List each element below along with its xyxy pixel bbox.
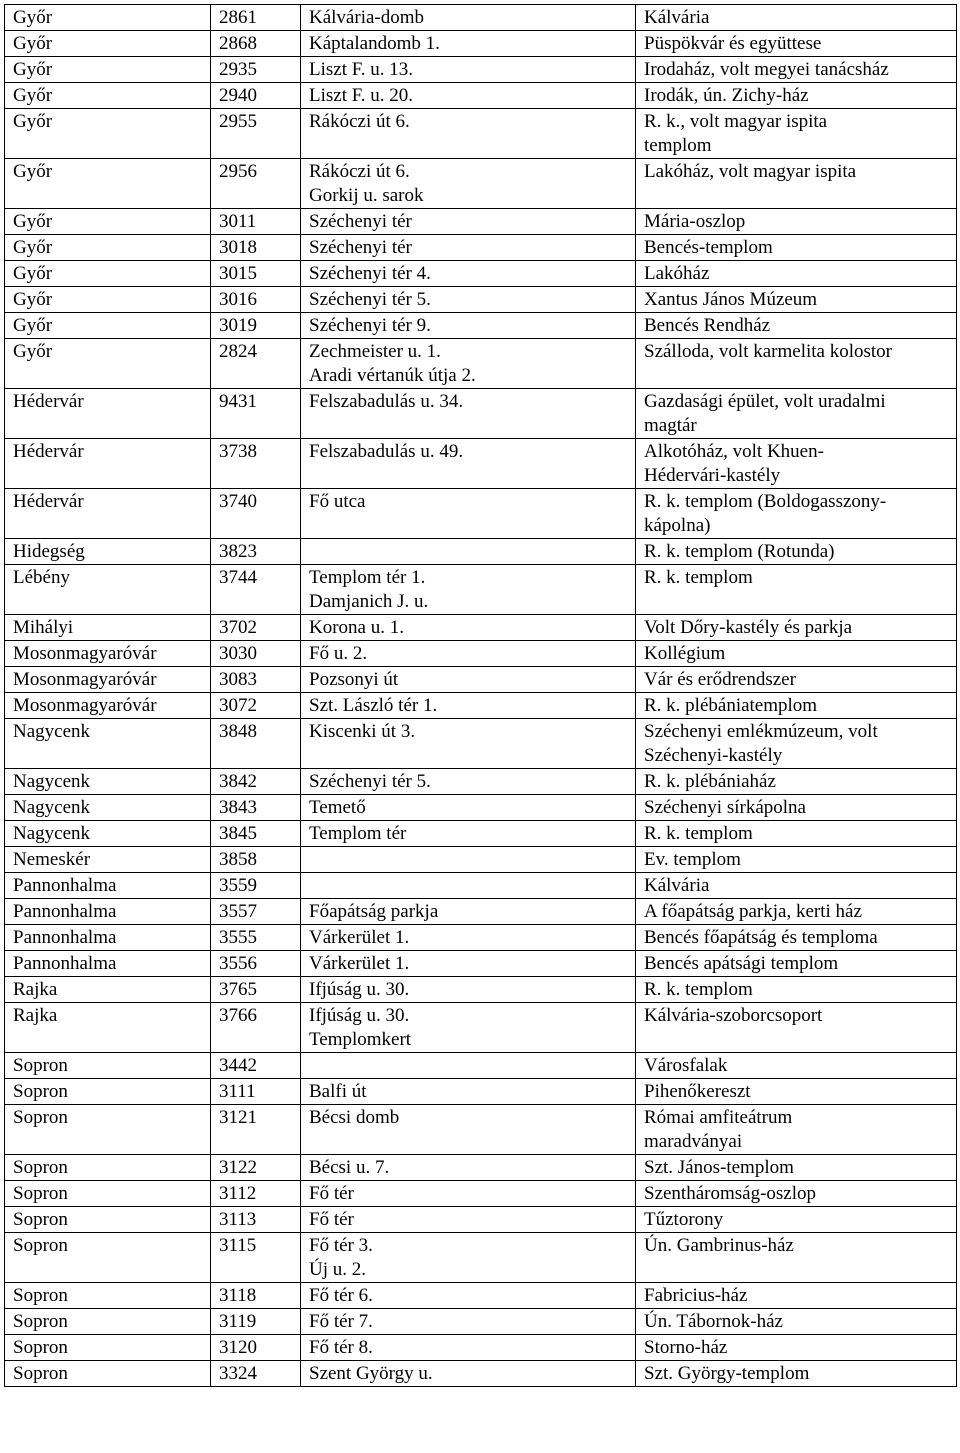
id-number-cell: 2861	[211, 5, 301, 31]
address-cell: Ifjúság u. 30. Templomkert	[301, 1003, 636, 1053]
address-cell: Zechmeister u. 1. Aradi vértanúk útja 2.	[301, 339, 636, 389]
settlement-cell: Hédervár	[5, 489, 211, 539]
table-row	[5, 693, 957, 719]
monument-name-cell: Pihenőkereszt	[636, 1079, 957, 1105]
settlement-cell: Mihályi	[5, 615, 211, 641]
monument-name-cell: Ún. Tábornok-ház	[636, 1309, 957, 1335]
settlement-cell: Győr	[5, 57, 211, 83]
settlement-cell: Sopron	[5, 1181, 211, 1207]
settlement-cell: Sopron	[5, 1233, 211, 1283]
settlement-cell: Győr	[5, 209, 211, 235]
settlement-cell: Sopron	[5, 1335, 211, 1361]
table-row	[5, 719, 957, 769]
table-row	[5, 899, 957, 925]
address-cell: Szent György u.	[301, 1361, 636, 1387]
settlement-cell: Hidegség	[5, 539, 211, 565]
table-row	[5, 821, 957, 847]
id-number-cell: 3030	[211, 641, 301, 667]
address-cell: Rákóczi út 6.	[301, 109, 636, 159]
table-row	[5, 261, 957, 287]
address-cell: Fő tér 7.	[301, 1309, 636, 1335]
id-number-cell: 3848	[211, 719, 301, 769]
address-cell	[301, 873, 636, 899]
settlement-cell: Mosonmagyaróvár	[5, 641, 211, 667]
table-row	[5, 1181, 957, 1207]
monument-name-cell: Kálvária	[636, 5, 957, 31]
address-cell: Temető	[301, 795, 636, 821]
settlement-cell: Rajka	[5, 1003, 211, 1053]
table-row	[5, 873, 957, 899]
table-row	[5, 1079, 957, 1105]
table-row	[5, 925, 957, 951]
id-number-cell: 3112	[211, 1181, 301, 1207]
address-cell: Rákóczi út 6. Gorkij u. sarok	[301, 159, 636, 209]
address-cell: Káptalandomb 1.	[301, 31, 636, 57]
settlement-cell: Nagycenk	[5, 769, 211, 795]
id-number-cell: 2940	[211, 83, 301, 109]
settlement-cell: Győr	[5, 83, 211, 109]
settlement-cell: Mosonmagyaróvár	[5, 693, 211, 719]
table-row	[5, 1155, 957, 1181]
settlement-cell: Hédervár	[5, 439, 211, 489]
settlement-cell: Győr	[5, 159, 211, 209]
monument-name-cell: Szentháromság-oszlop	[636, 1181, 957, 1207]
address-cell: Bécsi u. 7.	[301, 1155, 636, 1181]
monument-name-cell: Bencés apátsági templom	[636, 951, 957, 977]
address-cell: Fő u. 2.	[301, 641, 636, 667]
monument-name-cell: Bencés főapátság és temploma	[636, 925, 957, 951]
table-row	[5, 287, 957, 313]
table-row	[5, 977, 957, 1003]
table-row	[5, 539, 957, 565]
table-row	[5, 565, 957, 615]
monument-name-cell: R. k. templom	[636, 565, 957, 615]
monument-table	[4, 4, 957, 1387]
address-cell: Fő tér	[301, 1181, 636, 1207]
table-row	[5, 31, 957, 57]
monument-name-cell: Széchenyi sírkápolna	[636, 795, 957, 821]
id-number-cell: 3018	[211, 235, 301, 261]
monument-name-cell: Kálvária-szoborcsoport	[636, 1003, 957, 1053]
address-cell: Bécsi domb	[301, 1105, 636, 1155]
settlement-cell: Pannonhalma	[5, 899, 211, 925]
settlement-cell: Nagycenk	[5, 719, 211, 769]
id-number-cell: 3559	[211, 873, 301, 899]
id-number-cell: 2868	[211, 31, 301, 57]
table-row	[5, 1335, 957, 1361]
monument-name-cell: Szt. János-templom	[636, 1155, 957, 1181]
settlement-cell: Győr	[5, 31, 211, 57]
settlement-cell: Lébény	[5, 565, 211, 615]
monument-name-cell: Kollégium	[636, 641, 957, 667]
id-number-cell: 3738	[211, 439, 301, 489]
settlement-cell: Győr	[5, 313, 211, 339]
address-cell: Templom tér	[301, 821, 636, 847]
monument-name-cell: Szt. György-templom	[636, 1361, 957, 1387]
settlement-cell: Sopron	[5, 1283, 211, 1309]
settlement-cell: Sopron	[5, 1309, 211, 1335]
table-row	[5, 1053, 957, 1079]
settlement-cell: Sopron	[5, 1155, 211, 1181]
settlement-cell: Pannonhalma	[5, 873, 211, 899]
table-row	[5, 615, 957, 641]
monument-name-cell: Xantus János Múzeum	[636, 287, 957, 313]
monument-name-cell: R. k. templom (Rotunda)	[636, 539, 957, 565]
monument-name-cell: Mária-oszlop	[636, 209, 957, 235]
settlement-cell: Győr	[5, 287, 211, 313]
address-cell: Széchenyi tér 4.	[301, 261, 636, 287]
address-cell	[301, 539, 636, 565]
settlement-cell: Győr	[5, 235, 211, 261]
address-cell: Széchenyi tér 9.	[301, 313, 636, 339]
monument-name-cell: Bencés Rendház	[636, 313, 957, 339]
settlement-cell: Rajka	[5, 977, 211, 1003]
id-number-cell: 3121	[211, 1105, 301, 1155]
address-cell: Templom tér 1. Damjanich J. u.	[301, 565, 636, 615]
monument-name-cell: R. k., volt magyar ispita templom	[636, 109, 957, 159]
table-row	[5, 489, 957, 539]
id-number-cell: 3557	[211, 899, 301, 925]
id-number-cell: 3744	[211, 565, 301, 615]
address-cell	[301, 1053, 636, 1079]
monument-name-cell: Kálvária	[636, 873, 957, 899]
table-row	[5, 1207, 957, 1233]
monument-name-cell: Irodák, ún. Zichy-ház	[636, 83, 957, 109]
address-cell: Korona u. 1.	[301, 615, 636, 641]
monument-name-cell: Szálloda, volt karmelita kolostor	[636, 339, 957, 389]
table-row	[5, 159, 957, 209]
address-cell: Fő tér	[301, 1207, 636, 1233]
address-cell: Pozsonyi út	[301, 667, 636, 693]
table-row	[5, 1361, 957, 1387]
table-row	[5, 109, 957, 159]
monument-name-cell: Püspökvár és együttese	[636, 31, 957, 57]
id-number-cell: 3019	[211, 313, 301, 339]
id-number-cell: 3119	[211, 1309, 301, 1335]
id-number-cell: 2955	[211, 109, 301, 159]
table-row	[5, 795, 957, 821]
table-row	[5, 1105, 957, 1155]
monument-name-cell: R. k. templom (Boldogasszony- kápolna)	[636, 489, 957, 539]
monument-name-cell: Gazdasági épület, volt uradalmi magtár	[636, 389, 957, 439]
settlement-cell: Győr	[5, 5, 211, 31]
id-number-cell: 3324	[211, 1361, 301, 1387]
address-cell: Szt. László tér 1.	[301, 693, 636, 719]
settlement-cell: Mosonmagyaróvár	[5, 667, 211, 693]
id-number-cell: 3740	[211, 489, 301, 539]
id-number-cell: 2935	[211, 57, 301, 83]
monument-name-cell: Irodaház, volt megyei tanácsház	[636, 57, 957, 83]
id-number-cell: 3120	[211, 1335, 301, 1361]
address-cell: Széchenyi tér	[301, 235, 636, 261]
monument-name-cell: Bencés-templom	[636, 235, 957, 261]
id-number-cell: 3122	[211, 1155, 301, 1181]
id-number-cell: 2824	[211, 339, 301, 389]
id-number-cell: 3118	[211, 1283, 301, 1309]
settlement-cell: Győr	[5, 109, 211, 159]
id-number-cell: 3083	[211, 667, 301, 693]
monument-name-cell: Fabricius-ház	[636, 1283, 957, 1309]
settlement-cell: Győr	[5, 261, 211, 287]
address-cell: Liszt F. u. 13.	[301, 57, 636, 83]
table-body	[5, 5, 957, 1387]
settlement-cell: Pannonhalma	[5, 925, 211, 951]
settlement-cell: Nagycenk	[5, 795, 211, 821]
address-cell: Fő tér 3. Új u. 2.	[301, 1233, 636, 1283]
id-number-cell: 3555	[211, 925, 301, 951]
table-row	[5, 235, 957, 261]
table-row	[5, 641, 957, 667]
id-number-cell: 2956	[211, 159, 301, 209]
monument-name-cell: A főapátság parkja, kerti ház	[636, 899, 957, 925]
settlement-cell: Sopron	[5, 1105, 211, 1155]
monument-name-cell: Alkotóház, volt Khuen- Hédervári-kastély	[636, 439, 957, 489]
id-number-cell: 3556	[211, 951, 301, 977]
address-cell: Balfi út	[301, 1079, 636, 1105]
table-row	[5, 5, 957, 31]
address-cell: Liszt F. u. 20.	[301, 83, 636, 109]
monument-name-cell: Ev. templom	[636, 847, 957, 873]
id-number-cell: 3765	[211, 977, 301, 1003]
id-number-cell: 3113	[211, 1207, 301, 1233]
id-number-cell: 3842	[211, 769, 301, 795]
table-row	[5, 1003, 957, 1053]
address-cell: Fő tér 8.	[301, 1335, 636, 1361]
table-row	[5, 847, 957, 873]
monument-name-cell: Ún. Gambrinus-ház	[636, 1233, 957, 1283]
address-cell: Széchenyi tér 5.	[301, 769, 636, 795]
monument-name-cell: Tűztorony	[636, 1207, 957, 1233]
settlement-cell: Győr	[5, 339, 211, 389]
address-cell: Kiscenki út 3.	[301, 719, 636, 769]
id-number-cell: 3016	[211, 287, 301, 313]
address-cell: Főapátság parkja	[301, 899, 636, 925]
table-row	[5, 83, 957, 109]
address-cell: Felszabadulás u. 34.	[301, 389, 636, 439]
monument-name-cell: R. k. templom	[636, 977, 957, 1003]
table-row	[5, 439, 957, 489]
settlement-cell: Pannonhalma	[5, 951, 211, 977]
id-number-cell: 3072	[211, 693, 301, 719]
monument-name-cell: Városfalak	[636, 1053, 957, 1079]
address-cell: Fő utca	[301, 489, 636, 539]
id-number-cell: 3111	[211, 1079, 301, 1105]
id-number-cell: 3015	[211, 261, 301, 287]
address-cell: Ifjúság u. 30.	[301, 977, 636, 1003]
table-row	[5, 1233, 957, 1283]
monument-name-cell: Lakóház, volt magyar ispita	[636, 159, 957, 209]
settlement-cell: Sopron	[5, 1053, 211, 1079]
address-cell	[301, 847, 636, 873]
settlement-cell: Nemeskér	[5, 847, 211, 873]
table-row	[5, 769, 957, 795]
monument-name-cell: Vár és erődrendszer	[636, 667, 957, 693]
table-row	[5, 1309, 957, 1335]
id-number-cell: 3843	[211, 795, 301, 821]
settlement-cell: Sopron	[5, 1361, 211, 1387]
table-row	[5, 209, 957, 235]
settlement-cell: Sopron	[5, 1079, 211, 1105]
monument-name-cell: Lakóház	[636, 261, 957, 287]
table-row	[5, 667, 957, 693]
id-number-cell: 3115	[211, 1233, 301, 1283]
table-row	[5, 57, 957, 83]
monument-name-cell: Széchenyi emlékmúzeum, volt Széchenyi-kastély	[636, 719, 957, 769]
address-cell: Várkerület 1.	[301, 925, 636, 951]
address-cell: Széchenyi tér 5.	[301, 287, 636, 313]
id-number-cell: 3858	[211, 847, 301, 873]
monument-name-cell: R. k. plébániatemplom	[636, 693, 957, 719]
settlement-cell: Hédervár	[5, 389, 211, 439]
id-number-cell: 3845	[211, 821, 301, 847]
settlement-cell: Nagycenk	[5, 821, 211, 847]
address-cell: Fő tér 6.	[301, 1283, 636, 1309]
monument-name-cell: R. k. plébániaház	[636, 769, 957, 795]
id-number-cell: 3011	[211, 209, 301, 235]
monument-name-cell: Storno-ház	[636, 1335, 957, 1361]
table-row	[5, 313, 957, 339]
table-row	[5, 339, 957, 389]
address-cell: Széchenyi tér	[301, 209, 636, 235]
id-number-cell: 3766	[211, 1003, 301, 1053]
monument-name-cell: Volt Dőry-kastély és parkja	[636, 615, 957, 641]
id-number-cell: 3702	[211, 615, 301, 641]
id-number-cell: 3442	[211, 1053, 301, 1079]
table-row	[5, 951, 957, 977]
table-row	[5, 389, 957, 439]
address-cell: Kálvária-domb	[301, 5, 636, 31]
address-cell: Várkerület 1.	[301, 951, 636, 977]
monument-name-cell: Római amfiteátrum maradványai	[636, 1105, 957, 1155]
address-cell: Felszabadulás u. 49.	[301, 439, 636, 489]
table-row	[5, 1283, 957, 1309]
monument-name-cell: R. k. templom	[636, 821, 957, 847]
id-number-cell: 3823	[211, 539, 301, 565]
settlement-cell: Sopron	[5, 1207, 211, 1233]
id-number-cell: 9431	[211, 389, 301, 439]
